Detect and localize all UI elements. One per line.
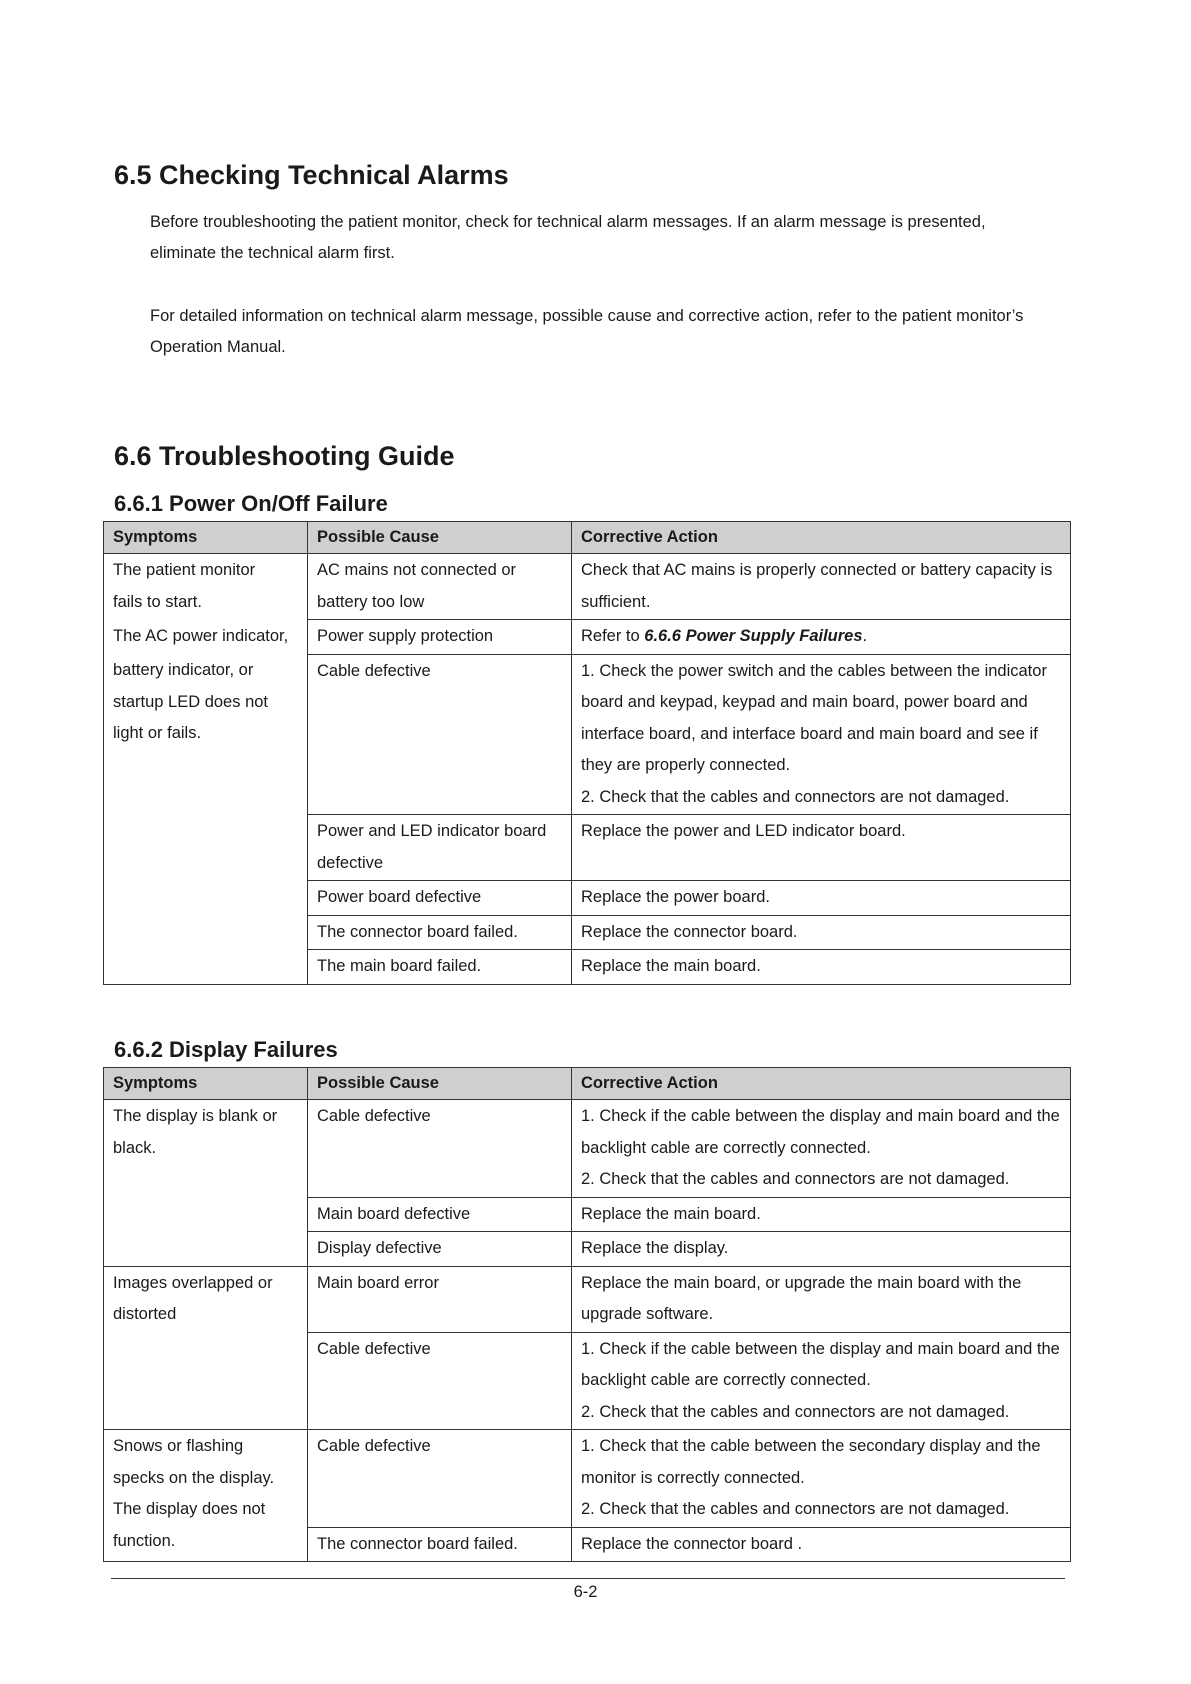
symptoms-header: Symptoms bbox=[104, 522, 308, 554]
action-cell: 1. Check if the cable between the display and main board and the backlight cable are correctly connected. 2. Check that the cables and connectors are not damaged. bbox=[572, 1332, 1071, 1430]
table-row bbox=[104, 881, 1071, 916]
action-cell: Replace the power and LED indicator board. bbox=[572, 815, 1071, 881]
action-cell: Replace the main board. bbox=[572, 950, 1071, 985]
symptom-cell bbox=[104, 950, 308, 985]
power-failure-title: 6.6.1 Power On/Off Failure bbox=[114, 491, 388, 516]
cause-cell: Power board defective bbox=[308, 881, 572, 916]
action-cell: Replace the main board, or upgrade the main board with the upgrade software. bbox=[572, 1266, 1071, 1332]
cause-cell: The main board failed. bbox=[308, 950, 572, 985]
symptom-cell bbox=[104, 815, 308, 881]
alarm-reference-paragraph: For detailed information on technical alarm message, possible cause and corrective action, refer to the patient monitor’s Operation Manual. bbox=[150, 307, 1024, 356]
symptoms-header: Symptoms bbox=[104, 1068, 308, 1100]
possible-cause-header: Possible Cause bbox=[308, 522, 572, 554]
symptom-cell bbox=[104, 881, 308, 916]
action-cell: Replace the connector board . bbox=[572, 1527, 1071, 1562]
symptom-cell: battery indicator, or startup LED does not light or fails. bbox=[104, 654, 308, 815]
cause-cell: The connector board failed. bbox=[308, 1527, 572, 1562]
section-6-6-title: 6.6 Troubleshooting Guide bbox=[114, 441, 455, 471]
table-row bbox=[104, 1430, 1071, 1528]
table-row bbox=[104, 1100, 1071, 1198]
power-failure-table bbox=[103, 521, 1071, 985]
table-row bbox=[104, 554, 1071, 620]
table-header-row bbox=[104, 522, 1071, 554]
cause-cell: Power and LED indicator board defective bbox=[308, 815, 572, 881]
symptom-cell: Images overlapped or distorted bbox=[104, 1266, 308, 1430]
table-header-row bbox=[104, 1068, 1071, 1100]
cause-cell: Cable defective bbox=[308, 1100, 572, 1198]
cross-reference-link[interactable]: 6.6.6 Power Supply Failures bbox=[644, 627, 863, 645]
symptom-cell: The patient monitor fails to start. bbox=[104, 554, 308, 620]
cause-cell: Cable defective bbox=[308, 1430, 572, 1528]
display-failures-table bbox=[103, 1067, 1071, 1562]
alarm-check-paragraph: Before troubleshooting the patient monitor, check for technical alarm messages. If an alarm message is presented, eliminate the technical alarm first. bbox=[150, 213, 986, 262]
cause-cell: Main board defective bbox=[308, 1197, 572, 1232]
symptom-cell: Snows or flashing specks on the display. The display does not function. bbox=[104, 1430, 308, 1562]
section-6-5-title: 6.5 Checking Technical Alarms bbox=[114, 160, 509, 190]
action-cell: 1. Check that the cable between the secondary display and the monitor is correctly connected. 2. Check that the cables and connectors are not damaged. bbox=[572, 1430, 1071, 1528]
table-row bbox=[104, 950, 1071, 985]
cause-cell: AC mains not connected or battery too low bbox=[308, 554, 572, 620]
action-cell: Replace the display. bbox=[572, 1232, 1071, 1267]
table-row bbox=[104, 915, 1071, 950]
table-row bbox=[104, 1266, 1071, 1332]
possible-cause-header: Possible Cause bbox=[308, 1068, 572, 1100]
action-cell: Check that AC mains is properly connected or battery capacity is sufficient. bbox=[572, 554, 1071, 620]
corrective-action-header: Corrective Action bbox=[572, 522, 1071, 554]
action-cell: 1. Check if the cable between the display and main board and the backlight cable are correctly connected. 2. Check that the cables and connectors are not damaged. bbox=[572, 1100, 1071, 1198]
cause-cell: Cable defective bbox=[308, 1332, 572, 1430]
page-number: 6-2 bbox=[573, 1583, 598, 1601]
table-row bbox=[104, 654, 1071, 815]
symptom-cell: The display is blank or black. bbox=[104, 1100, 308, 1267]
symptom-cell: The AC power indicator, bbox=[104, 620, 308, 655]
action-cell: 1. Check the power switch and the cables between the indicator board and keypad, keypad and main board, power board and interface board, and interface board and main board and see if they are properly connected. 2. Check that the cables and connectors are not damaged. bbox=[572, 654, 1071, 815]
cause-cell: The connector board failed. bbox=[308, 915, 572, 950]
cause-cell: Cable defective bbox=[308, 654, 572, 815]
cause-cell: Display defective bbox=[308, 1232, 572, 1267]
corrective-action-header: Corrective Action bbox=[572, 1068, 1071, 1100]
action-cell: Replace the power board. bbox=[572, 881, 1071, 916]
table-row bbox=[104, 815, 1071, 881]
cause-cell: Main board error bbox=[308, 1266, 572, 1332]
display-failures-title: 6.6.2 Display Failures bbox=[114, 1037, 338, 1062]
footer-divider bbox=[111, 1578, 1065, 1579]
action-cell: Refer to 6.6.6 Power Supply Failures. bbox=[572, 620, 1071, 655]
symptom-cell bbox=[104, 915, 308, 950]
cause-cell: Power supply protection bbox=[308, 620, 572, 655]
action-cell: Replace the connector board. bbox=[572, 915, 1071, 950]
action-cell: Replace the main board. bbox=[572, 1197, 1071, 1232]
table-row bbox=[104, 620, 1071, 655]
